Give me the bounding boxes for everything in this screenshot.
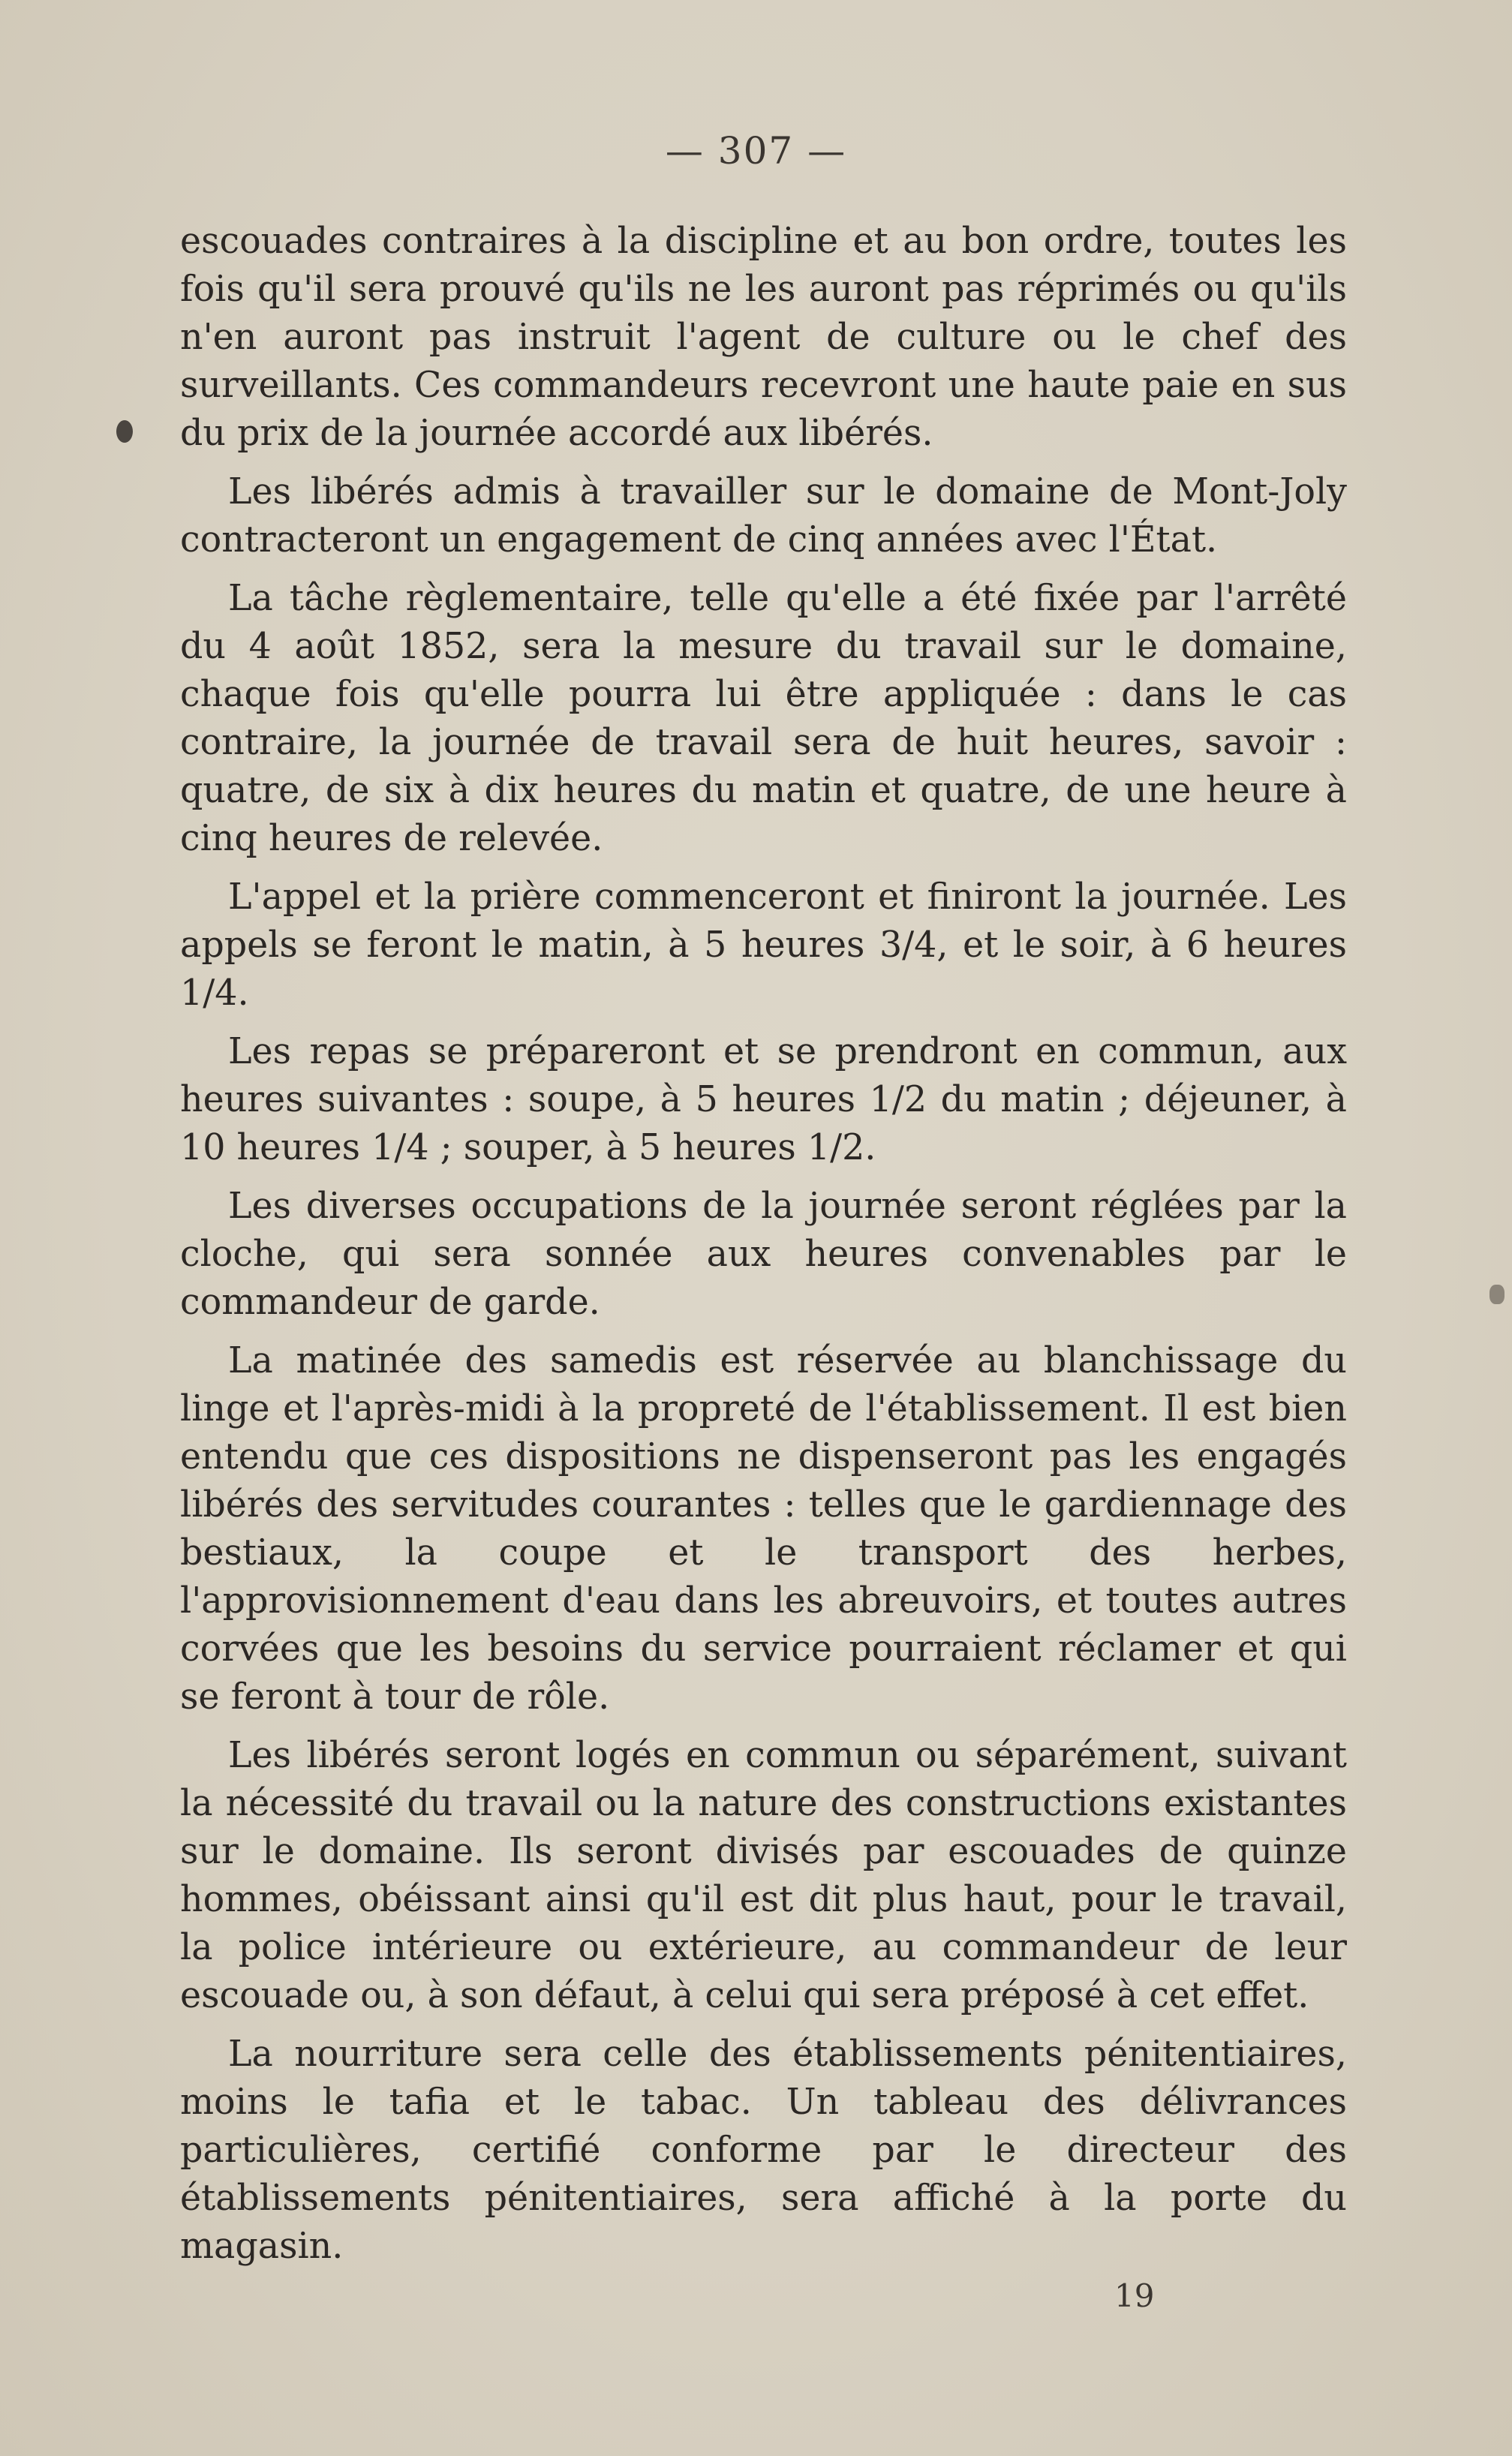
ink-dot-mark: [116, 420, 133, 443]
body-text: [180, 218, 1347, 2281]
paragraph: Les libérés seront logés en commun ou séparément, suivant la nécessité du travail ou la nature des constructions existantes sur le domaine. Ils seront divisés par escouades de quinze hommes, obéissant ainsi qu'il est dit plus haut, pour le travail, la police intérieure ou extérieure, au commandeur de leur escouade ou, à son défaut, à celui qui sera préposé à cet effet.: [180, 1735, 1347, 2016]
paragraph: La nourriture sera celle des établissements pénitentiaires, moins le tafia et le tabac. Un tableau des délivrances particulières, certifié conforme par le directeur des établissements pénitentiaires, sera affiché à la porte du magasin.: [180, 2034, 1347, 2267]
paragraph: L'appel et la prière commenceront et finiront la journée. Les appels se feront le matin, à 5 heures 3/4, et le soir, à 6 heures 1/4.: [180, 876, 1347, 1014]
paragraph: Les repas se prépareront et se prendront en commun, aux heures suivantes : soupe, à 5 heures 1/2 du matin ; déjeuner, à 10 heures 1/4 ; souper, à 5 heures 1/2.: [180, 1031, 1347, 1168]
paragraph: Les libérés admis à travailler sur le domaine de Mont-Joly contracteront un engagement de cinq années avec l'État.: [180, 471, 1347, 561]
paragraph: La tâche règlementaire, telle qu'elle a été fixée par l'arrêté du 4 août 1852, sera la mesure du travail sur le domaine, chaque fois qu'elle pourra lui être appliquée : dans le cas contraire, la journée de travail sera de huit heures, savoir : quatre, de six à dix heures du matin et quatre, de une heure à cinq heures de relevée.: [180, 578, 1347, 859]
paragraph: La matinée des samedis est réservée au blanchissage du linge et l'après-midi à la propreté de l'établissement. Il est bien entendu que ces dispositions ne dispenseront pas les engagés libérés des servitudes courantes : telles que le gardiennage des bestiaux, la coupe et le transport des herbes, l'approvisionnement d'eau dans les abreuvoirs, et toutes autres corvées que les besoins du service pourraient réclamer et qui se feront à tour de rôle.: [180, 1340, 1347, 1718]
page-number: — 307 —: [665, 129, 847, 173]
paragraph: Les diverses occupations de la journée seront réglées par la cloche, qui sera sonnée aux heures convenables par le commandeur de garde.: [180, 1186, 1347, 1323]
paragraph: escouades contraires à la discipline et au bon ordre, toutes les fois qu'il sera prouvé qu'ils ne les auront pas réprimés ou qu'ils n'en auront pas instruit l'agent de culture ou le chef des surveillants. Ces commandeurs recevront une haute paie en sus du prix de la journée accordé aux libérés.: [180, 221, 1347, 454]
signature-mark: 19: [1114, 2277, 1155, 2314]
edge-ink-mark: [1489, 1285, 1504, 1304]
